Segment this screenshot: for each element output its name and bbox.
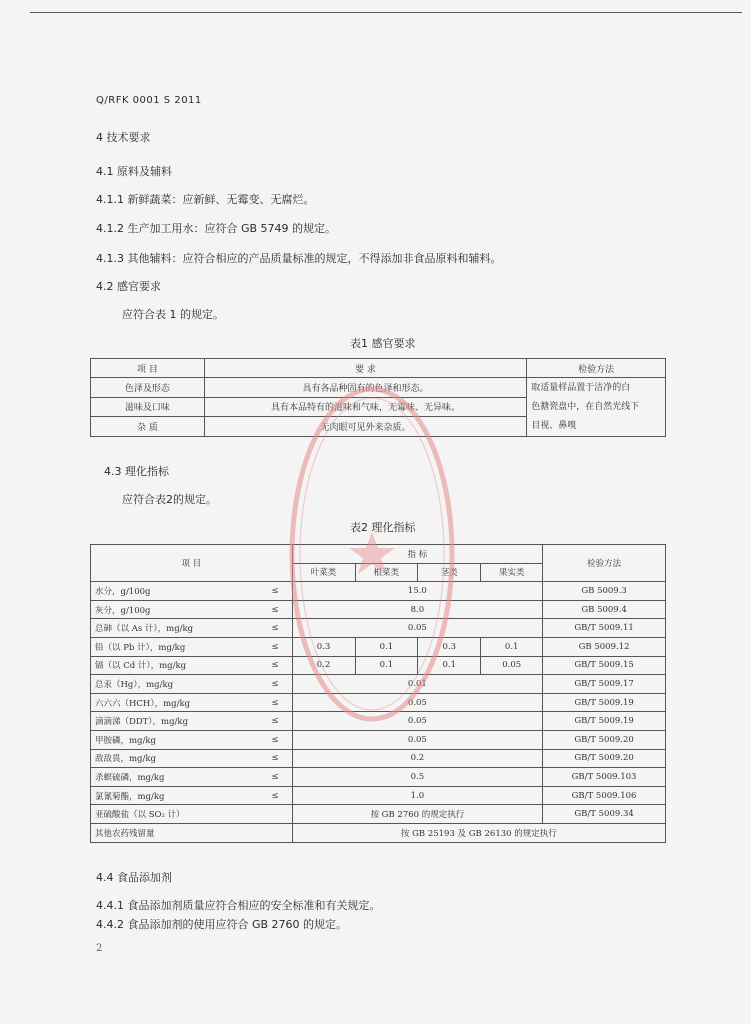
table2-row-item: 六六六（HCH），mg/kg	[91, 693, 259, 712]
table2-row-method: GB/T 5009.19	[543, 693, 666, 712]
table2-row-le: ≤	[258, 730, 292, 749]
table1-header-item: 项 目	[91, 359, 205, 378]
table2-row-item: 总砷（以 As 计），mg/kg	[91, 619, 259, 638]
table2-row	[91, 693, 666, 712]
section-4-1-3: 4.1.3 其他辅料：应符合相应的产品质量标准的规定，不得添加非食品原料和辅料。	[96, 252, 502, 265]
table2-row-method: GB 5009.12	[543, 637, 666, 656]
table2-row-item: 滴滴涕（DDT），mg/kg	[91, 712, 259, 731]
table2-row	[91, 675, 666, 694]
table2-row-item: 铅（以 Pb 计），mg/kg	[91, 637, 259, 656]
table2-row	[91, 712, 666, 731]
table2-row-method: GB/T 5009.19	[543, 712, 666, 731]
table2-row-value: 0.05	[292, 693, 543, 712]
section-4-2-text: 应符合表 1 的规定。	[122, 308, 224, 321]
table2-subheader: 叶菜类	[292, 563, 355, 582]
table2-row	[91, 786, 666, 805]
table2-subheader: 茎类	[418, 563, 481, 582]
table1-row-requirement: 无肉眼可见外来杂质。	[204, 417, 526, 437]
table2-row-item: 甲胺磷，mg/kg	[91, 730, 259, 749]
table2-row-value: 0.05	[292, 730, 543, 749]
table2-row-value: 0.2	[292, 749, 543, 768]
table2-row-method: GB/T 5009.11	[543, 619, 666, 638]
section-4-3-heading: 4.3 理化指标	[104, 465, 169, 478]
table2-row-value: 0.05	[292, 712, 543, 731]
table2-row	[91, 637, 666, 656]
table2-row-item: 敌敌畏，mg/kg	[91, 749, 259, 768]
section-4-2-heading: 4.2 感官要求	[96, 280, 161, 293]
table2-row-method: GB/T 5009.15	[543, 656, 666, 675]
section-4-3-text: 应符合表2的规定。	[122, 493, 217, 506]
table2-row-value: 0.1	[355, 637, 418, 656]
method-line: 色搪瓷盘中，在自然光线下	[531, 402, 640, 412]
table2-row-method: GB/T 5009.17	[543, 675, 666, 694]
table2-row	[91, 768, 666, 787]
table2-row-item: 杀螟硫磷，mg/kg	[91, 768, 259, 787]
table2-row-le: ≤	[258, 656, 292, 675]
table2-row-le: ≤	[258, 637, 292, 656]
table2-subheader: 根菜类	[355, 563, 418, 582]
sensory-table	[90, 358, 666, 437]
table2-row-item: 亚硫酸盐（以 SO₂ 计）	[91, 805, 293, 824]
section-4-4-2: 4.4.2 食品添加剂的使用应符合 GB 2760 的规定。	[96, 918, 348, 931]
section-4-heading: 4 技术要求	[96, 131, 151, 144]
table2-row-value: 0.1	[418, 656, 481, 675]
table2-row-method: GB 5009.4	[543, 600, 666, 619]
table2-row-value: 0.1	[355, 656, 418, 675]
section-4-1-1: 4.1.1 新鲜蔬菜：应新鲜、无霉变、无腐烂。	[96, 193, 315, 206]
table1-row-requirement: 具有各品种固有的色泽和形态。	[204, 378, 526, 398]
table2-row-value: 按 GB 25193 及 GB 26130 的规定执行	[292, 823, 665, 842]
table1-row-item: 色泽及形态	[91, 378, 205, 398]
table2-row-le: ≤	[258, 786, 292, 805]
table2-row-le: ≤	[258, 712, 292, 731]
table2-row-le: ≤	[258, 619, 292, 638]
table1-row-requirement: 具有本品特有的滋味和气味，无霉味、无异味。	[204, 397, 526, 417]
table2-row-value: 按 GB 2760 的规定执行	[292, 805, 543, 824]
table2-row-le: ≤	[258, 693, 292, 712]
method-line: 取适量样品置于洁净的白	[531, 383, 631, 393]
table2-row-value: 0.05	[292, 619, 543, 638]
table2-row-item: 水分，g/100g	[91, 582, 259, 601]
section-4-4-1: 4.4.1 食品添加剂质量应符合相应的安全标准和有关规定。	[96, 899, 381, 912]
table2-row	[91, 582, 666, 601]
document-code: Q/RFK 0001 S 2011	[96, 95, 202, 106]
table2-row-method: GB/T 5009.20	[543, 749, 666, 768]
section-4-1-2: 4.1.2 生产加工用水：应符合 GB 5749 的规定。	[96, 222, 337, 235]
table2-row-value: 0.1	[481, 637, 543, 656]
table2-row	[91, 749, 666, 768]
table2-row-value: 15.0	[292, 582, 543, 601]
table2-row-value: 1.0	[292, 786, 543, 805]
table2-row	[91, 656, 666, 675]
table2-row-item: 氯氰菊酯，mg/kg	[91, 786, 259, 805]
table2-row-le: ≤	[258, 600, 292, 619]
table1-header-requirement: 要 求	[204, 359, 526, 378]
table2-header-index: 指 标	[292, 545, 543, 564]
table2-row-value: 0.01	[292, 675, 543, 694]
physicochemical-table	[90, 544, 666, 843]
table2-row-value: 8.0	[292, 600, 543, 619]
table2-row-le: ≤	[258, 582, 292, 601]
table2-row-value: 0.05	[481, 656, 543, 675]
table1-caption: 表1 感官要求	[350, 337, 416, 350]
table1-row-item: 杂 质	[91, 417, 205, 437]
table2-header-method: 检验方法	[543, 545, 666, 582]
table2-row-le: ≤	[258, 675, 292, 694]
section-4-4-heading: 4.4 食品添加剂	[96, 871, 172, 884]
table2-row	[91, 600, 666, 619]
table2-row	[91, 730, 666, 749]
table2-row-value: 0.3	[292, 637, 355, 656]
table2-row-method: GB/T 5009.106	[543, 786, 666, 805]
table2-row-method: GB/T 5009.103	[543, 768, 666, 787]
table2-row-method: GB 5009.3	[543, 582, 666, 601]
table2-subheader: 果实类	[481, 563, 543, 582]
table2-row-item: 灰分，g/100g	[91, 600, 259, 619]
table1-row-item: 滋味及口味	[91, 397, 205, 417]
table2-row-item: 总汞（Hg），mg/kg	[91, 675, 259, 694]
table2-row-le: ≤	[258, 768, 292, 787]
table2-row-value: 0.2	[292, 656, 355, 675]
top-rule	[30, 12, 742, 13]
table2-header-item: 项 目	[91, 545, 293, 582]
table2-row-value: 0.5	[292, 768, 543, 787]
table2-row	[91, 619, 666, 638]
table2-row-item: 其他农药残留量	[91, 823, 293, 842]
table2-row-item: 镉（以 Cd 计），mg/kg	[91, 656, 259, 675]
table2-row-value: 0.3	[418, 637, 481, 656]
table2-row-method: GB/T 5009.34	[543, 805, 666, 824]
table2-row-le: ≤	[258, 749, 292, 768]
table2-row-method: GB/T 5009.20	[543, 730, 666, 749]
table1-method-cell	[527, 378, 666, 437]
section-4-1-heading: 4.1 原料及辅料	[96, 165, 172, 178]
table1-header-method: 检验方法	[527, 359, 666, 378]
table2-caption: 表2 理化指标	[350, 521, 416, 534]
page-number: 2	[96, 943, 103, 954]
method-line: 目视、鼻嗅	[531, 421, 577, 431]
